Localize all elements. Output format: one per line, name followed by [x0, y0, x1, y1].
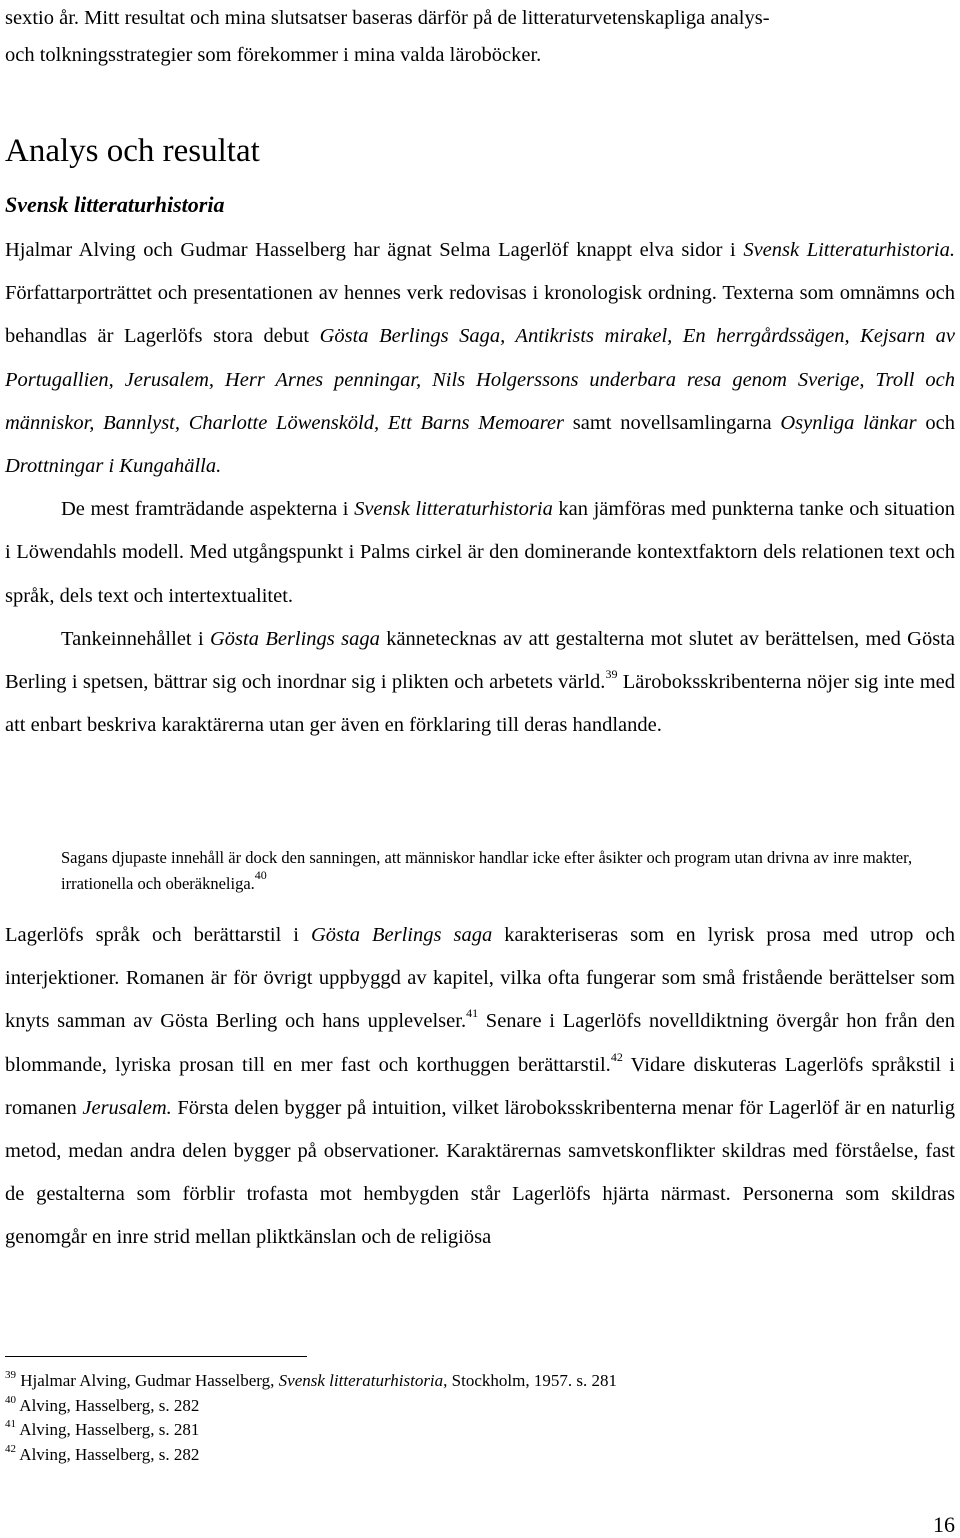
p3-text-1: Tankeinnehållet i — [61, 627, 210, 650]
p1-drottningar-italic: Drottningar i Kungahälla. — [5, 455, 222, 478]
p4-text-1: Lagerlöfs språk och berättarstil i — [5, 924, 311, 946]
footnote-41 — [5, 1418, 955, 1443]
footnote-39 — [5, 1369, 955, 1394]
p1-works-italic: Gösta Berlings Saga, Antikrists mirakel, En herrgårdssägen, Kejsarn av Portugallien, Jerusalem, Herr Arnes penningar, Nils Holgerssons underbara resa genom Sverige, Troll och människor, Bannlyst, Charlotte Löwensköld, Ett Barns Memoarer — [5, 325, 955, 434]
footnote-italic: Svensk litteraturhistoria — [278, 1371, 444, 1390]
footnote-40 — [5, 1394, 955, 1419]
intro-line-1: sextio år. Mitt resultat och mina slutsatser baseras därför på de litteraturvetenskapliga analys- — [5, 7, 770, 29]
p1-osynliga-italic: Osynliga länkar — [780, 411, 917, 434]
p2-text-1: De mest framträdande aspekterna i — [61, 498, 355, 521]
footnote-number: 39 — [5, 1369, 16, 1381]
p4-text-2: karakteriseras som en lyrisk prosa med utrop och interjektioner. Romanen är för övrigt uppbyggd av kapitel, vilka ofta fungerar som små fristående berättelser som knyts samman av Gösta Berling och hans upplevelser. — [5, 924, 955, 1033]
p3-text-2: kännetecknas av att gestalterna mot slutet av berättelsen, med Gösta Berling i spetsen, bättrar sig och inordnar sig i plikten och arbetets värld. — [5, 627, 955, 694]
p4-italic-2: Jerusalem. — [82, 1096, 172, 1119]
footnote-ref-42[interactable]: 42 — [610, 1049, 623, 1064]
p2-text-2: kan jämföras med punkterna tanke och situation i Löwendahls modell. Med utgångspunkt i Palms cirkel är den dominerande kontextfaktorn dels relationen text och språk, dels text och intertextualitet. — [5, 498, 955, 607]
p3-italic: Gösta Berlings saga — [210, 627, 380, 650]
p4-text-5: Första delen bygger på intuition, vilket läroboksskribenterna menar för Lagerlöf är en naturlig metod, medan andra delen bygger på observationer. Karaktärernas samvetskonflikter skildras med förståelse, fast de gestalterna som förblir trofasta mot hembygden står Lagerlöfs hjärta närmast. Personerna som skildras genomgår en inre strid mellan pliktkänslan och de religiösa — [5, 1096, 955, 1249]
p4-text-4: Vidare diskuteras Lagerlöfs språkstil i romanen — [5, 1053, 955, 1119]
footnote-text: Alving, Hasselberg, s. 282 — [16, 1444, 200, 1464]
footnote-ref-39[interactable]: 39 — [605, 667, 618, 682]
footnote-ref-41[interactable]: 41 — [466, 1006, 479, 1021]
body-section-2 — [5, 914, 955, 1260]
p1-title-italic: Svensk Litteraturhistoria. — [743, 239, 955, 261]
paragraph-2 — [5, 488, 955, 618]
paragraph-3 — [5, 618, 955, 748]
subsection-heading: Svensk litteraturhistoria — [5, 192, 225, 217]
paragraph-4 — [5, 914, 955, 1260]
footnote-42 — [5, 1443, 955, 1468]
p1-text-2: Författarporträttet och presentationen av hennes verk redovisas i kronologisk ordning. Texterna som omnämns och behandlas är Lagerlöfs stora debut — [5, 282, 955, 348]
intro-line-2: och tolkningsstrategier som förekommer i mina valda läroböcker. — [5, 44, 542, 66]
section-heading: Analys och resultat — [5, 133, 260, 169]
page-number: 16 — [933, 1512, 955, 1537]
p1-text-3: samt novellsamlingarna — [564, 411, 781, 434]
p4-italic-1: Gösta Berlings saga — [311, 924, 493, 946]
p1-text-4: och — [916, 411, 955, 434]
footnote-text: Hjalmar Alving, Gudmar Hasselberg, — [16, 1371, 279, 1390]
footnote-text-post: , Stockholm, 1957. s. 281 — [443, 1371, 617, 1390]
footnote-text: Alving, Hasselberg, s. 281 — [16, 1420, 200, 1439]
p1-text-1: Hjalmar Alving och Gudmar Hasselberg har ägnat Selma Lagerlöf knappt elva sidor i — [5, 239, 744, 261]
footnote-text: Alving, Hasselberg, s. 282 — [16, 1395, 200, 1415]
p2-italic: Svensk litteraturhistoria — [354, 498, 553, 521]
p4-text-3: Senare i Lagerlöfs novelldiktning övergår hon från den blommande, lyriska prosan till en mer fast och korthuggen berättarstil. — [5, 1010, 955, 1076]
footnote-ref-40[interactable]: 40 — [254, 868, 267, 882]
paragraph-1 — [5, 229, 955, 488]
footnote-number: 42 — [5, 1442, 16, 1455]
footnote-number: 40 — [5, 1393, 16, 1406]
footnote-number: 41 — [5, 1418, 16, 1430]
block-quote — [61, 845, 960, 897]
intro-paragraph — [5, 0, 955, 74]
footnote-divider — [5, 1356, 307, 1357]
body-section — [5, 229, 955, 747]
p3-text-3: Läroboksskribenterna nöjer sig inte med att enbart beskriva karaktärerna utan ger även en förklaring till deras handlande. — [5, 671, 955, 737]
footnotes — [5, 1369, 955, 1467]
quote-text: Sagans djupaste innehåll är dock den sanningen, att människor handlar icke efter åsikter och program utan drivna av inre makter, irrationella och oberäkneliga. — [61, 848, 913, 893]
